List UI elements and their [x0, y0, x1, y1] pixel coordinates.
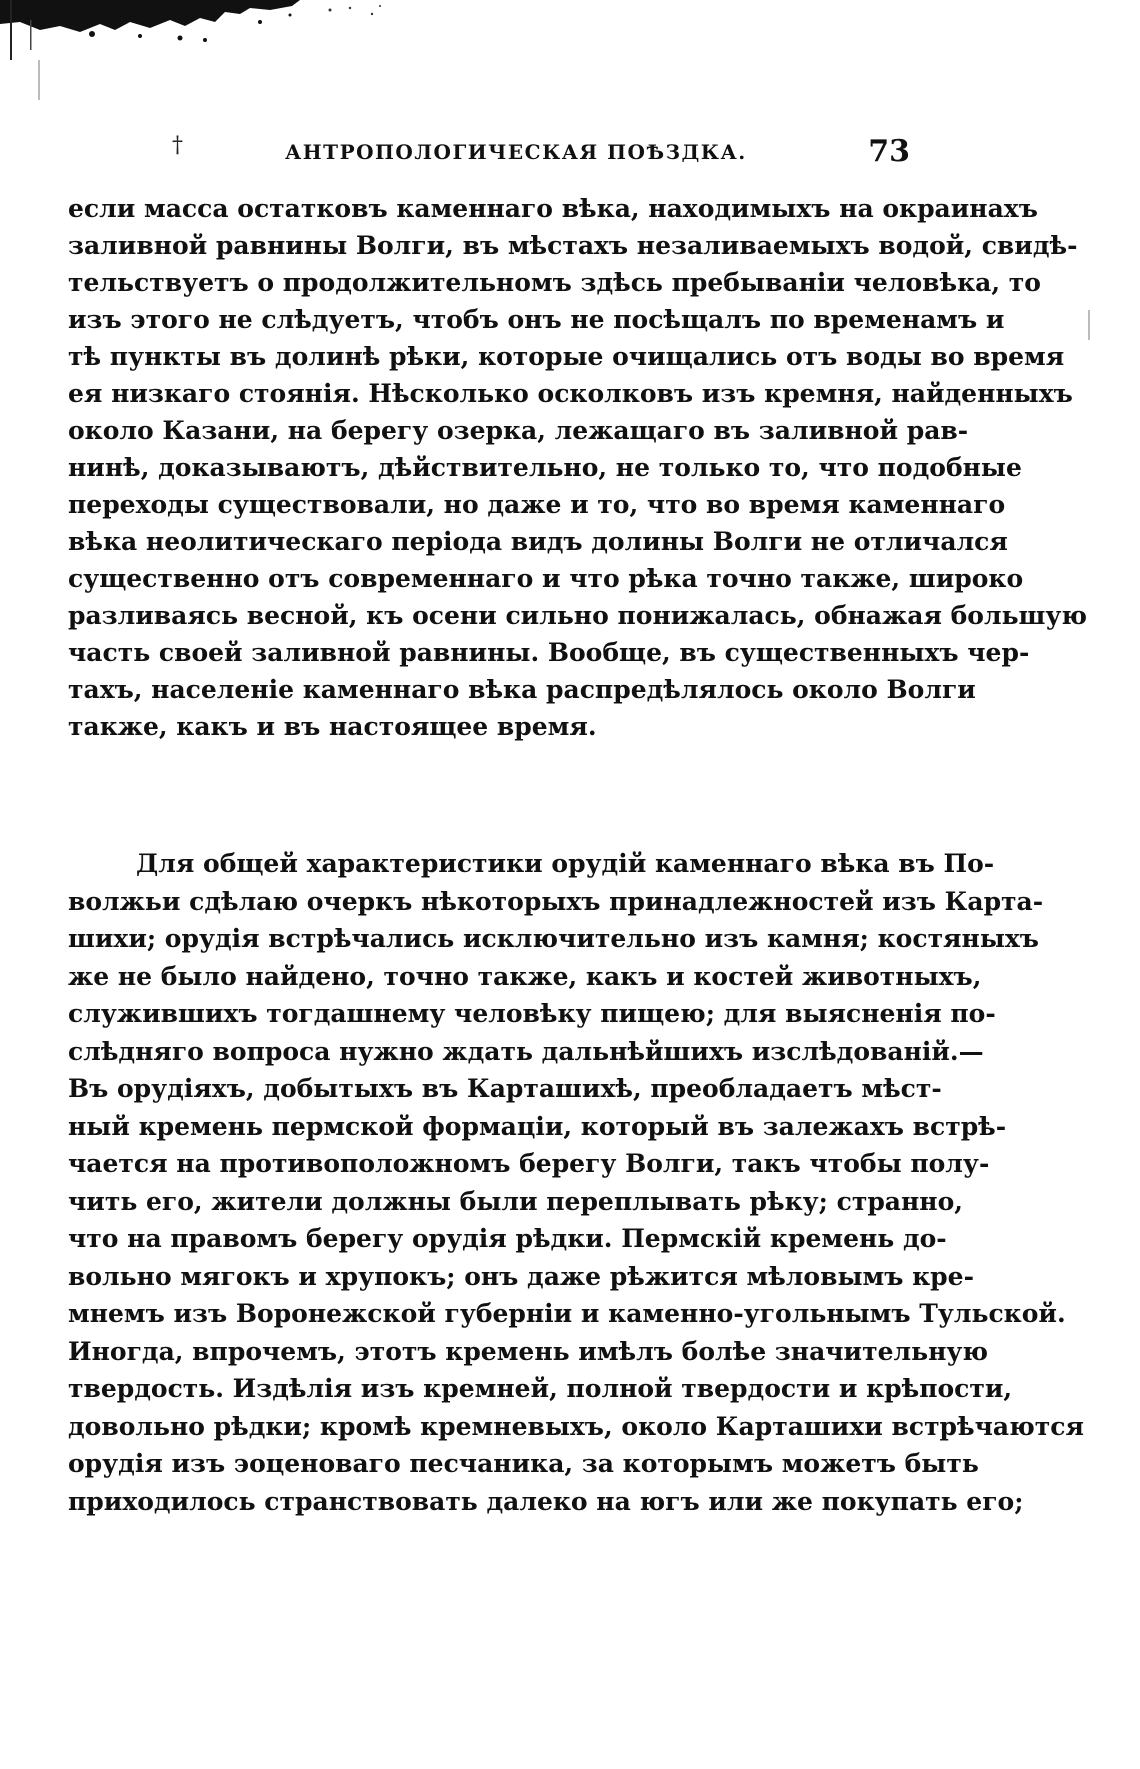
- text-line: тѣ пункты въ долинѣ рѣки, которые очищались отъ воды во время: [68, 342, 1065, 371]
- page-number: 73: [868, 134, 910, 169]
- gutter-mark-right: [1088, 310, 1090, 340]
- printer-mark-icon: †: [172, 133, 183, 158]
- text-line: заливной равнины Волги, въ мѣстахъ незаливаемыхъ водой, свидѣ-: [68, 231, 1078, 260]
- gutter-mark-left: [38, 60, 40, 100]
- running-title: АНТРОПОЛОГИЧЕСКАЯ ПОѢЗДКА.: [285, 140, 747, 164]
- text-line: довольно рѣдки; кромѣ кремневыхъ, около Карташихи встрѣчаются: [68, 1411, 1084, 1441]
- text-line: Въ орудіяхъ, добытыхъ въ Карташихѣ, преобладаетъ мѣст-: [68, 1074, 942, 1103]
- text-line: вѣка неолитическаго періода видъ долины Волги не отличался: [68, 527, 1008, 556]
- text-line: твердость. Издѣлія изъ кремней, полной твердости и крѣпости,: [68, 1374, 1013, 1403]
- text-line: чить его, жители должны были переплывать рѣку; странно,: [68, 1186, 963, 1216]
- paragraph-1: [68, 190, 1088, 745]
- text-line: разливаясь весной, къ осени сильно понижалась, обнажая большую: [68, 601, 1088, 630]
- text-line: орудія изъ эоценоваго песчаника, за которымъ можетъ быть: [68, 1449, 979, 1478]
- text-line: служившихъ тогдашнему человѣку пищею; для выясненія по-: [68, 999, 996, 1028]
- text-line: изъ этого не слѣдуетъ, чтобъ онъ не посѣщалъ по временамъ и: [68, 305, 1005, 334]
- text-line: если масса остатковъ каменнаго вѣка, находимыхъ на окраинахъ: [68, 194, 1038, 223]
- text-line: ный кремень пермской формаціи, который въ залежахъ встрѣ-: [68, 1111, 1007, 1141]
- page-header: [285, 134, 910, 178]
- text-line: около Казани, на берегу озерка, лежащаго въ заливной рав-: [68, 416, 969, 445]
- text-line: мнемъ изъ Воронежской губерніи и каменно-угольнымъ Тульской.: [68, 1299, 1066, 1328]
- text-line: слѣдняго вопроса нужно ждать дальнѣйшихъ изслѣдованій.—: [68, 1036, 984, 1066]
- text-line: чается на противоположномъ берегу Волги, такъ чтобы полу-: [68, 1149, 990, 1178]
- text-line: переходы существовали, но даже и то, что во время каменнаго: [68, 490, 1006, 519]
- text-line: приходилось странствовать далеко на югъ или же покупать его;: [68, 1486, 1024, 1516]
- text-line: шихи; орудія встрѣчались исключительно изъ камня; костяныхъ: [68, 924, 1039, 953]
- text-line: часть своей заливной равнины. Вообще, въ существенныхъ чер-: [68, 638, 1030, 667]
- text-line: тельствуетъ о продолжительномъ здѣсь пребываніи человѣка, то: [68, 268, 1041, 297]
- text-line: нинѣ, доказываютъ, дѣйствительно, не только то, что подобные: [68, 453, 1022, 482]
- text-line: вольно мягокъ и хрупокъ; онъ даже рѣжится мѣловымъ кре-: [68, 1261, 974, 1291]
- text-line: Для общей характеристики орудій каменнаго вѣка въ По-: [136, 849, 995, 878]
- paragraph-2: [68, 845, 1084, 1520]
- text-line: Иногда, впрочемъ, этотъ кремень имѣлъ болѣе значительную: [68, 1336, 989, 1366]
- text-line: тахъ, населеніе каменнаго вѣка распредѣлялось около Волги: [68, 675, 976, 704]
- text-line: существенно отъ современнаго и что рѣка точно также, широко: [68, 564, 1024, 593]
- text-line: же не было найдено, точно также, какъ и костей животныхъ,: [68, 961, 982, 991]
- text-line: ея низкаго стоянія. Нѣсколько осколковъ изъ кремня, найденныхъ: [68, 379, 1073, 408]
- scan-edge-smudge: [0, 0, 420, 60]
- text-line: что на правомъ берегу орудія рѣдки. Пермскій кремень до-: [68, 1224, 947, 1253]
- text-line: волжьи сдѣлаю очеркъ нѣкоторыхъ принадлежностей изъ Карта-: [68, 886, 1044, 916]
- text-line: также, какъ и въ настоящее время.: [68, 712, 597, 741]
